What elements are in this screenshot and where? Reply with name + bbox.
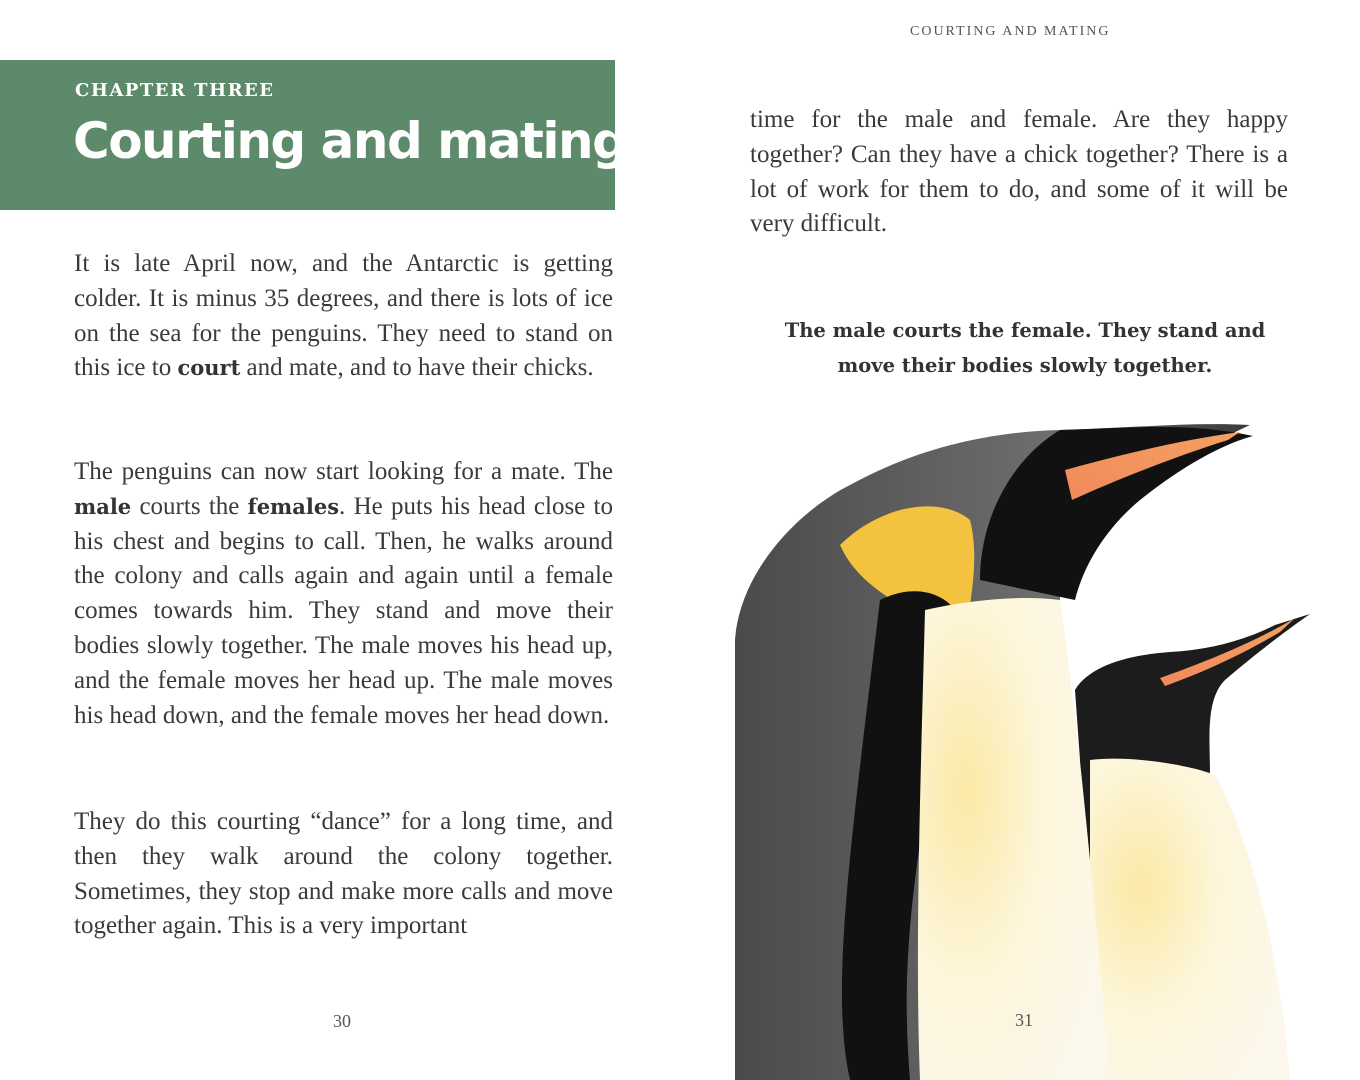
chapter-title: Courting and mating [73,112,627,170]
paragraph-2-text-c: . He puts his head close to his chest and begins to call. Then, he walks around the colony and calls again and again until a female comes towards him. They stand and move their bodies slowly together. The male moves his head up, and the female moves her head up. The male moves his head down, and the female moves her head down. [74,492,613,729]
glossary-term-male: male [74,493,132,519]
glossary-term-females: females [247,493,340,519]
running-head: COURTING AND MATING [910,24,1111,39]
photo-caption [775,313,1275,383]
paragraph-2 [74,455,613,733]
paragraph-2-text-b: courts the [131,492,248,520]
right-page [680,0,1360,1080]
paragraph-1-text-b: and mate, and to have their chicks. [240,354,594,382]
photo-caption-line-2: move their bodies slowly together. [837,354,1213,377]
paragraph-1 [74,247,613,386]
page-number-left: 30 [333,1011,351,1031]
photo-caption-line-1: The male courts the female. They stand and [784,319,1266,342]
paragraph-continued: time for the male and female. Are they happy together? Can they have a chick together? There is a lot of work for them to do, and some of it will be very difficult. [750,106,1288,238]
page-number-right: 31 [1015,1010,1033,1030]
chapter-label: CHAPTER THREE [75,80,275,101]
glossary-term-court: court [177,355,241,381]
paragraph-1-text-a: It is late April now, and the Antarctic is getting colder. It is minus 35 degrees, and there is lots of ice on the sea for the penguins. They need to stand on this ice to [74,250,613,382]
paragraph-3: They do this courting “dance” for a long time, and then they walk around the colony together. Sometimes, they stop and make more calls and move together again. This is a very important [74,808,613,940]
paragraph-2-text-a: The penguins can now start looking for a mate. The [74,458,613,485]
